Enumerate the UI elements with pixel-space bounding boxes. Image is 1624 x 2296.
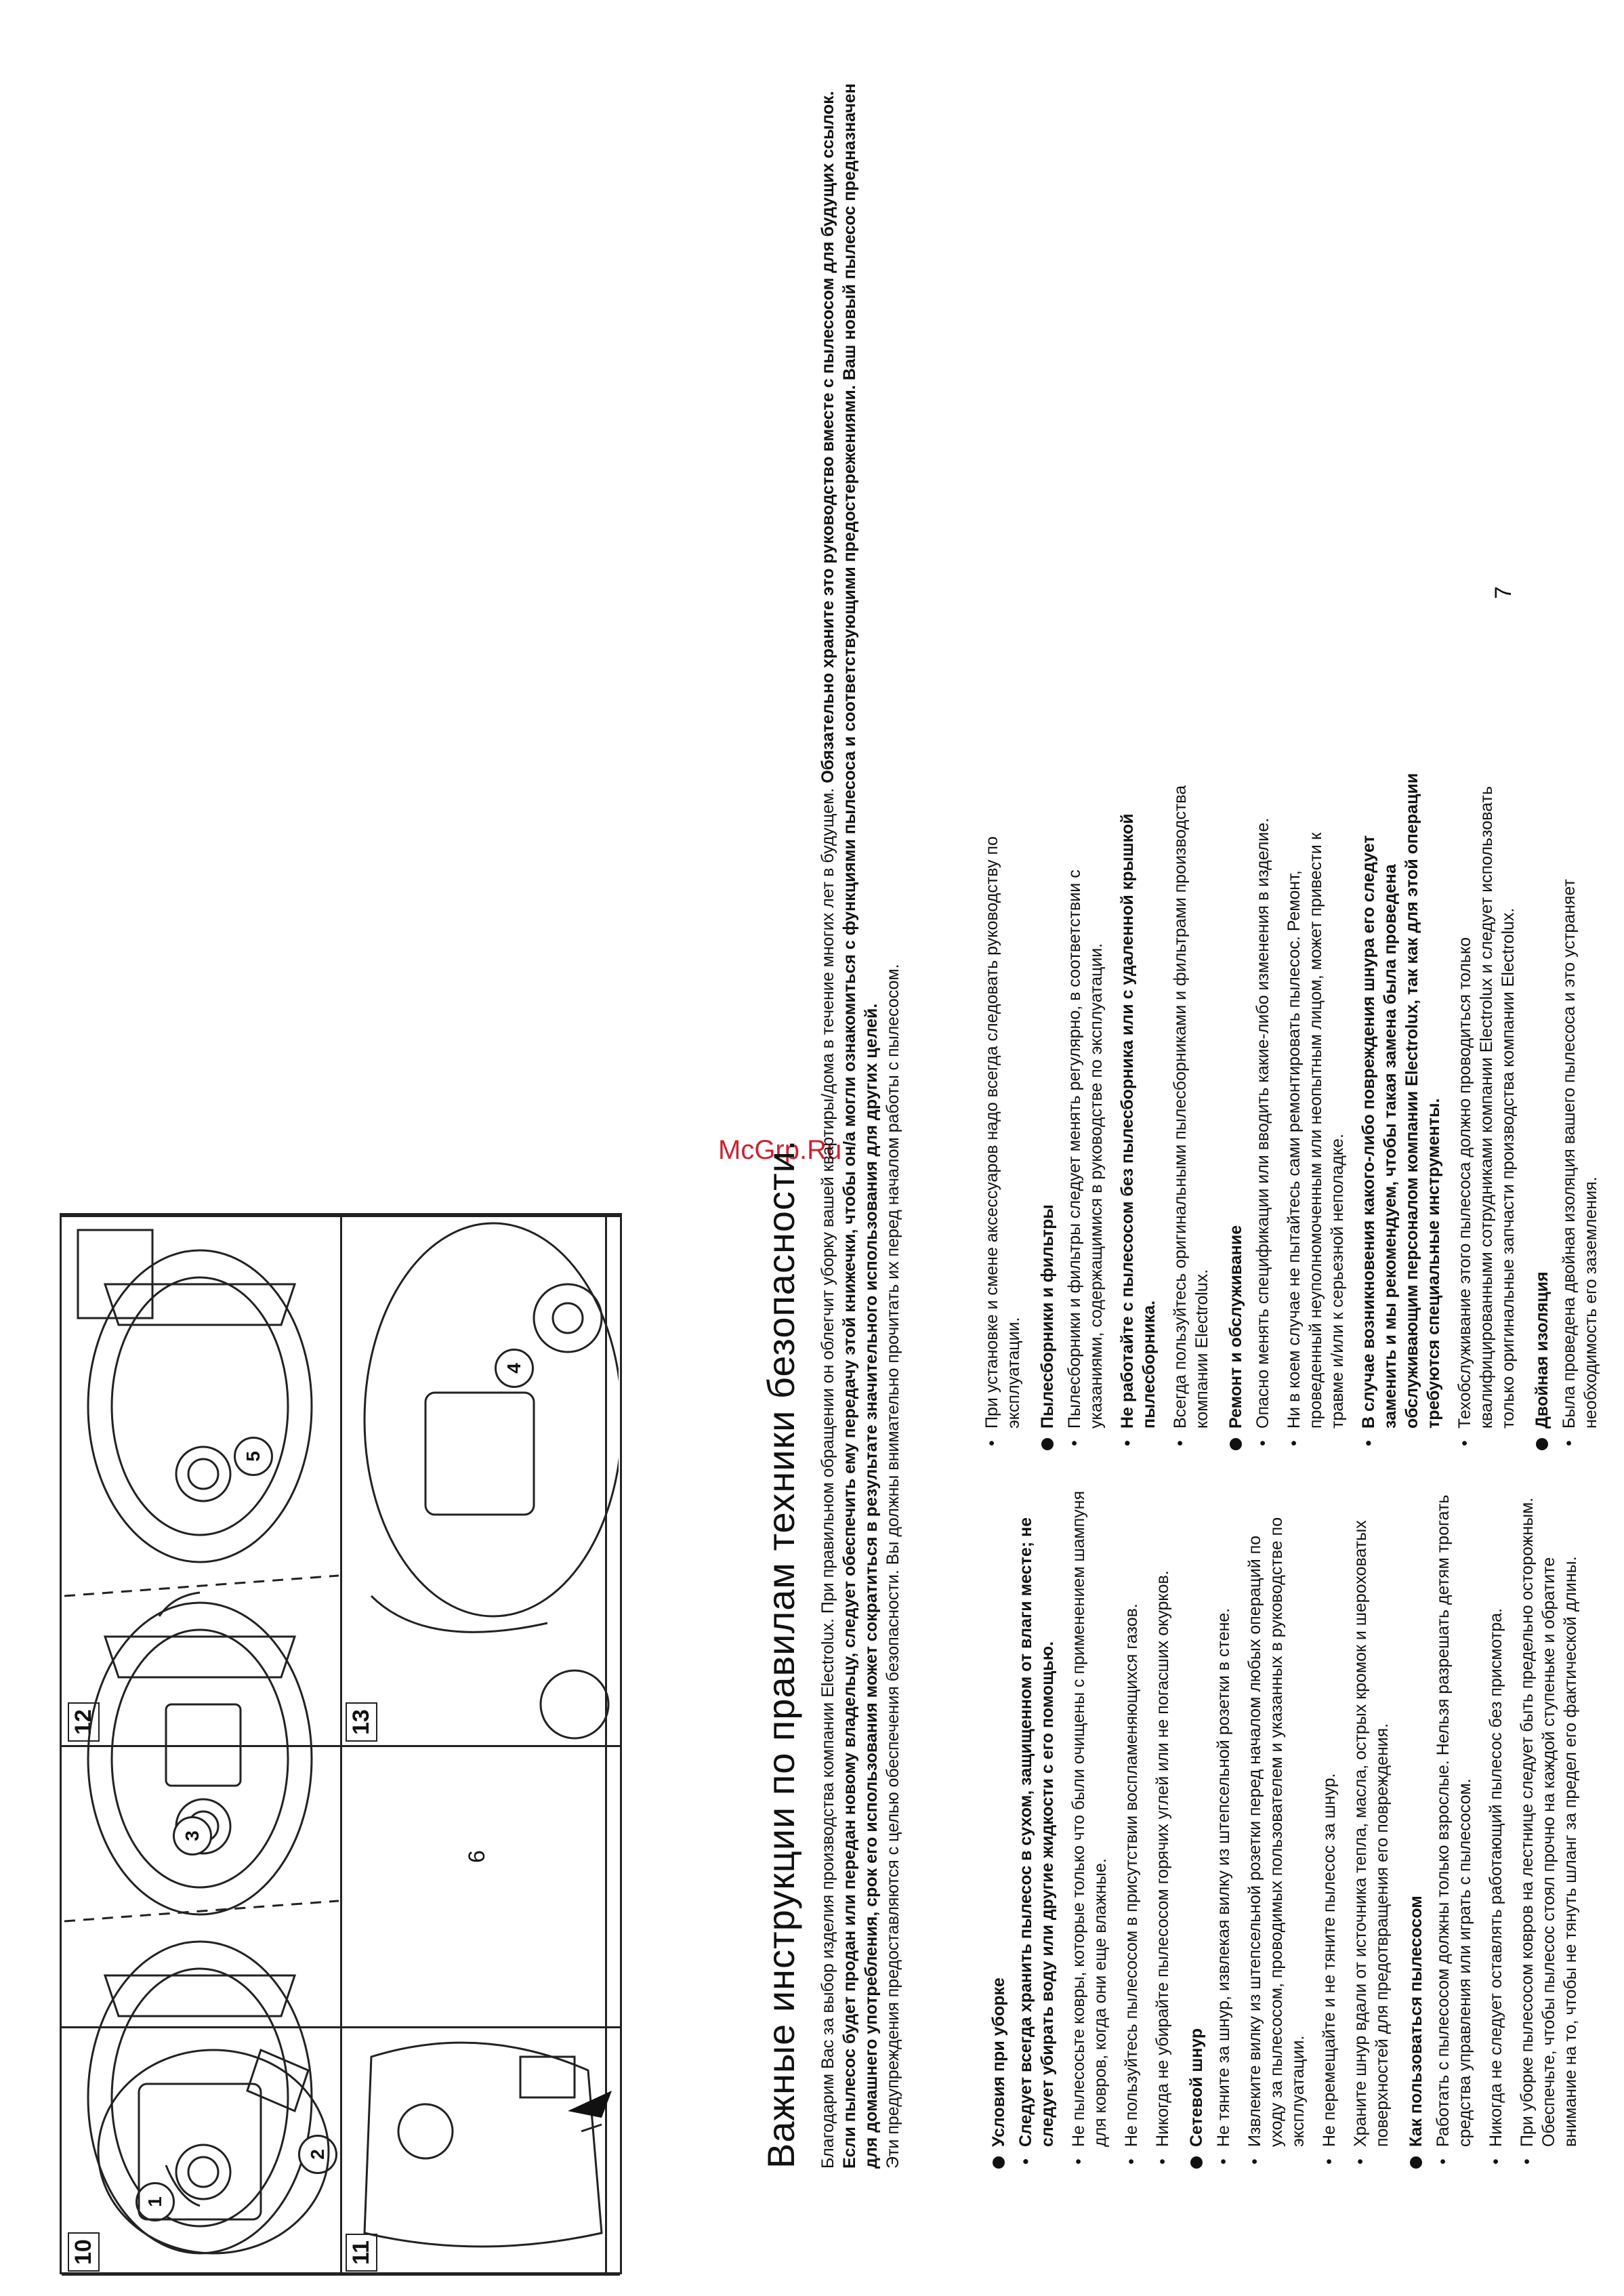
list-item: • Никогда не следует оставлять работающий пылесос без присмотра.	[1485, 1491, 1507, 2147]
watermark: McGrp.Ru	[718, 1135, 842, 1165]
bullet-icon	[1190, 2156, 1203, 2169]
intro-text	[817, 81, 904, 2169]
text-column-1	[976, 1491, 1591, 2169]
bullet-icon	[1230, 1438, 1242, 1450]
list-item: • При установке и смене аксессуаров надо всегда следовать руководству по эксплуатации.	[981, 773, 1024, 1429]
section-heading	[1037, 773, 1058, 1450]
figure-13-drawing	[344, 1216, 619, 1745]
intro-paragraph: Благодарим Вас за выбор изделия производства компании Electrolux. При правильном обращении он облегчит уборку вашей квартиры/дома в течение многих лет в будущем.	[818, 787, 837, 2169]
intro-warning: Эти предупреждения предоставляются с целью обеспечения безопасности. Вы должны внимательно прочитать их перед началом работы с пылесосом.	[883, 964, 902, 2169]
list-item: • Ни в коем случае не пытайтесь сами ремонтировать пылесос. Ремонт, проведенный неуполномоченным или неопытным лицом, может привести к травме и/или к серьезной неполадке.	[1283, 773, 1348, 1429]
list-item: • Не работайте с пылесосом без пылесборника или с удаленной крышкой пылесборника.	[1117, 773, 1160, 1429]
bullet-icon	[993, 2156, 1005, 2169]
section-heading-text: Сетевой шнур	[1187, 2028, 1206, 2147]
list-item: • Никогда не убирайте пылесосом горячих углей или не погасших окурков.	[1152, 1491, 1173, 2147]
list-item: • Была проведена двойная изоляция вашего пылесоса и это устраняет необходимость его заземления.	[1558, 773, 1602, 1429]
section-heading-text: Двойная изоляция	[1533, 1271, 1552, 1429]
list-item: • Следует всегда хранить пылесос в сухом, защищенном от влаги месте; не следует убирать воду или другие жидкости с его помощью.	[1015, 1491, 1058, 2147]
list-item: • Всегда пользуйтесь оригинальными пылесборниками и фильтрами производства компании Electrolux.	[1169, 773, 1213, 1429]
list-item: • Пылесборники и фильтры следует менять регулярно, в соответствии с указаниями, содержащимися в руководстве по эксплуатации.	[1064, 773, 1107, 1429]
list-item: • Извлеките вилку из штепсельной розетки перед началом любых операций по уходу за пылесосом, проводимых пользователем и указанных в руководстве по эксплуатации.	[1244, 1491, 1309, 2147]
callout-1: 1	[136, 2182, 175, 2221]
section-heading	[988, 1491, 1009, 2169]
figure-label-13: 13	[346, 1702, 377, 1742]
list-item: • Опасно менять спецификации или вводить какие-либо изменения в изделие.	[1252, 773, 1274, 1429]
list-item: • Не тяните за шнур, извлекая вилку из штепсельной розетки в стене.	[1213, 1491, 1234, 2147]
figure-divider	[620, 1213, 622, 2274]
callout-4: 4	[495, 1349, 534, 1388]
callout-2: 2	[298, 2135, 337, 2174]
list-item: • Храните шнур вдали от источника тепла, масла, острых кромок и шероховатых поверхностей для предотвращения его повреждения.	[1350, 1491, 1393, 2147]
callout-3: 3	[173, 1816, 212, 1856]
bullet-icon	[1410, 2156, 1422, 2169]
text-column-2	[976, 773, 1611, 1450]
figure-label-12: 12	[68, 1702, 100, 1742]
figure-divider	[60, 1213, 62, 2274]
section-heading	[1531, 773, 1553, 1450]
figure-12-drawing	[64, 2030, 339, 2272]
callout-5: 5	[234, 1437, 273, 1476]
list-item: • В случае возникновения какого-либо повреждения шнура его следует заменить и мы рекомендуем, чтобы такая замена была проведена обслуживающим персоналом компании Electrolux, так как для этой операции требуются специальные инструменты.	[1358, 773, 1444, 1429]
page-title: Важные инструкции по правилам техники безопасности.	[759, 1139, 802, 2169]
list-item: • Работать с пылесосом должны только взрослые. Нельзя разрешать детям трогать средства управления или играть с пылесосом.	[1432, 1491, 1476, 2147]
page-number-left: 6	[463, 1850, 490, 1863]
bullet-icon	[1041, 1438, 1054, 1450]
list-item: • При уборке пылесосом ковров на лестнице следует быть предельно осторожным. Обеспечьте, чтобы пылесос стоял прочно на каждой ступеньке и обратите внимание на то, чтобы не тянуть шланг за предел его фактической длины.	[1516, 1491, 1581, 2147]
section-heading	[1225, 773, 1247, 1450]
page-number-right: 7	[1490, 586, 1516, 599]
section-heading-text: Условия при уборке	[989, 1977, 1008, 2147]
list-item: • Не перемещайте и не тяните пылесос за шнур.	[1318, 1491, 1340, 2147]
figure-label-11: 11	[346, 2234, 377, 2272]
figure-label-10: 10	[68, 2232, 100, 2272]
section-heading	[1405, 1491, 1427, 2169]
intro-bold-paragraph: Обязательно храните это руководство вместе с пылесосом для будущих ссылок. Если пылесос будет продан или передан новому владельцу, следует обеспечить ему передачу этой книжечки, чтобы он/а могли ознакомиться с функциями пылесоса и соответствующими предостережениями. Ваш новый пылесос предназначен для домашнего употребления, срок его использования может сократиться в результате значительного использования для других целей.	[818, 83, 881, 2169]
list-item: • Не пользуйтесь пылесосом в присутствии воспламеняющихся газов.	[1121, 1491, 1142, 2147]
list-item: • Не пылесосьте ковры, которые только что были очищены с применением шампуня для ковров, когда они еще влажные.	[1068, 1491, 1111, 2147]
section-heading-text: Пылесборники и фильтры	[1038, 1204, 1057, 1429]
section-heading-text: Как пользоваться пылесосом	[1407, 1895, 1425, 2147]
text-page	[759, 54, 1600, 2169]
list-item: • Техобслуживание этого пылесоса должно проводиться только квалифицированными сотрудниками компании Electrolux и следует использовать только оригинальные запчасти производства компании Electrolux.	[1454, 773, 1519, 1429]
bullet-icon	[1536, 1438, 1548, 1450]
section-heading	[1186, 1491, 1207, 2169]
section-heading-text: Ремонт и обслуживание	[1226, 1225, 1245, 1429]
figure-11-drawing	[344, 2030, 619, 2272]
figure-divider	[340, 1213, 342, 2274]
